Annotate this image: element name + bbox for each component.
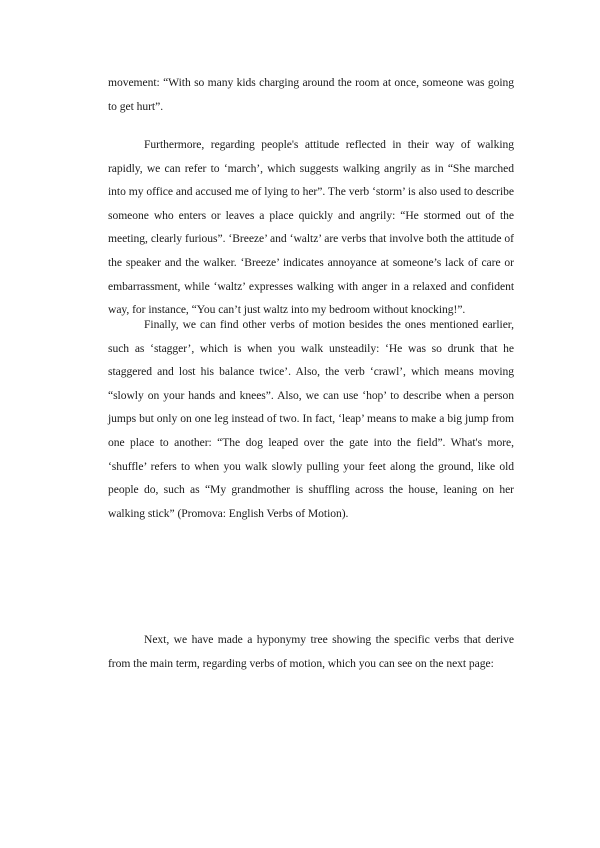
paragraph-other-motion-verbs: Finally, we can find other verbs of motion besides the ones mentioned earlier, such as ‘stagger’, which is when you walk unsteadily: ‘He was so drunk that he staggered and lost his balance twice’. Also, the verb ‘crawl’, which means moving “slowly on your hands and knees”. Also, we can use ‘hop’ to describe when a person jumps but only on one leg instead of two. In fact, ‘leap’ means to make a big jump from one place to another: “The dog leaped over the gate into the field”. What's more, ‘shuffle’ refers to when you walk slowly pulling your feet along the ground, like old people do, such as “My grandmother is shuffling across the house, leaning on her walking stick” (Promova: English Verbs of Motion).	[108, 318, 514, 520]
paragraph-attitude-verbs: Furthermore, regarding people's attitude reflected in their way of walking rapidly, we can refer to ‘march’, which suggests walking angrily as in “She marched into my office and accused me of lying to her”. The verb ‘storm’ is also used to describe someone who enters or leaves a place quickly and angrily: “He stormed out of the meeting, clearly furious”. ‘Breeze’ and ‘waltz’ are verbs that involve both the attitude of the speaker and the walker. ‘Breeze’ indicates annoyance at someone’s lack of care or embarrassment, while ‘waltz’ expresses walking with anger in a relaxed and confident way, for instance, “You can’t just waltz into my bedroom without knocking!”.	[108, 138, 514, 317]
paragraph-hyponymy-intro: Next, we have made a hyponymy tree showing the specific verbs that derive from the main term, regarding verbs of motion, which you can see on the next page:	[108, 633, 514, 670]
paragraph-continuation: movement: “With so many kids charging around the room at once, someone was going to get hurt”.	[108, 76, 514, 113]
